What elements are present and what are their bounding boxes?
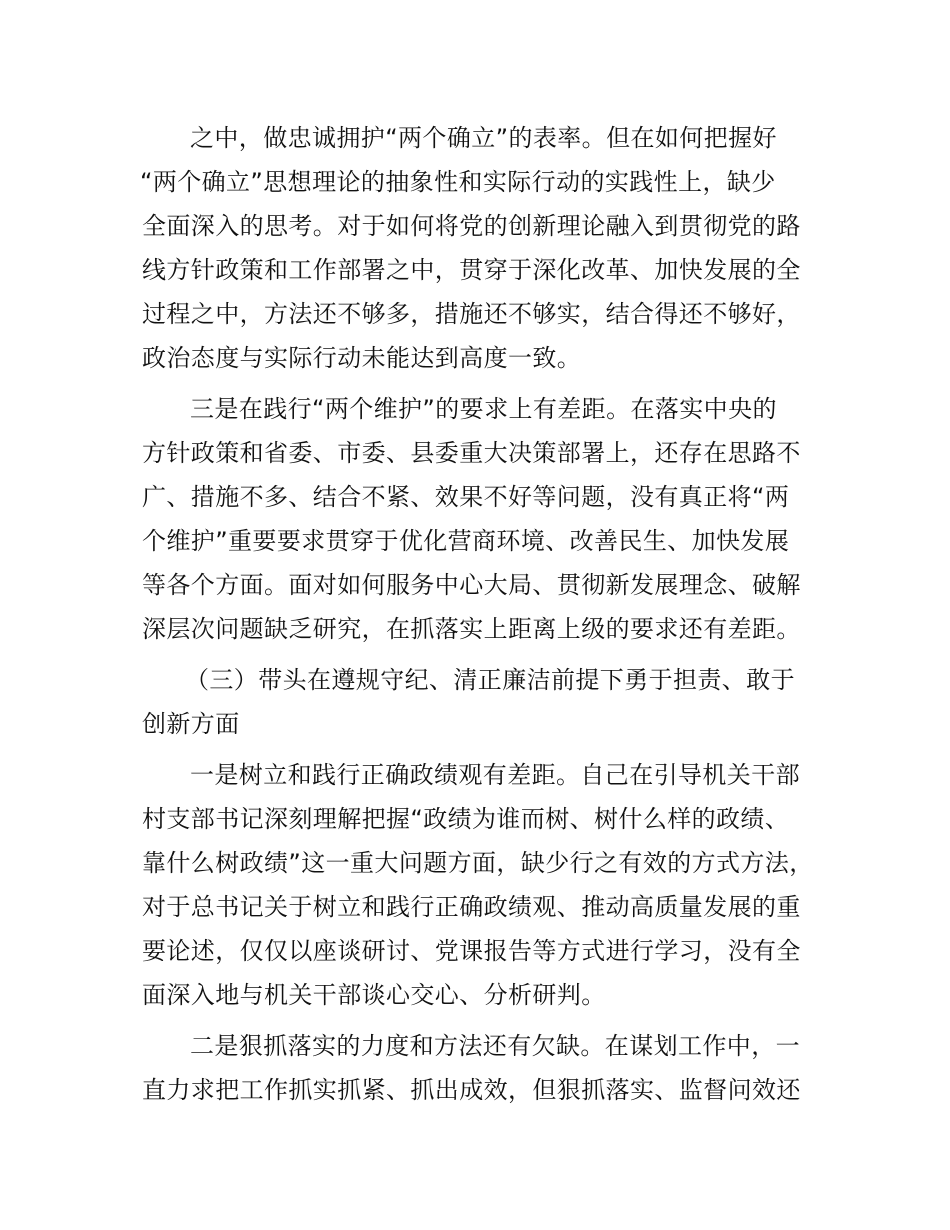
section-heading: 创新方面 — [142, 710, 240, 738]
text-line: 过程之中，方法还不够多，措施还不够实，结合得还不够好， — [142, 300, 801, 328]
text-line: 全面深入的思考。对于如何将党的创新理论融入到贯彻党的路 — [142, 212, 801, 240]
text-line: 对于总书记关于树立和践行正确政绩观、推动高质量发展的重 — [142, 893, 801, 921]
text-line: 之中，做忠诚拥护“两个确立”的表率。但在如何把握好 — [190, 124, 777, 152]
text-line: 方针政策和省委、市委、县委重大决策部署上，还存在思路不 — [142, 439, 801, 467]
text-line: “两个确立”思想理论的抽象性和实际行动的实践性上，缺少 — [140, 168, 776, 196]
text-line: 村支部书记深刻理解把握“政绩为谁而树、树什么样的政绩、 — [142, 805, 790, 833]
text-line: 个维护”重要要求贯穿于优化营商环境、改善民生、加快发展 — [142, 527, 790, 555]
text-line: 线方针政策和工作部署之中，贯穿于深化改革、加快发展的全 — [142, 256, 801, 284]
text-line: 政治态度与实际行动未能达到高度一致。 — [142, 344, 582, 372]
text-line: 要论述，仅仅以座谈研讨、党课报告等方式进行学习，没有全 — [142, 937, 801, 965]
text-line: 二是狠抓落实的力度和方法还有欠缺。在谋划工作中，一 — [190, 1032, 800, 1060]
text-line: 等各个方面。面对如何服务中心大局、贯彻新发展理念、破解 — [142, 571, 801, 599]
text-line: 三是在践行“两个维护”的要求上有差距。在落实中央的 — [190, 395, 777, 423]
text-line: 面深入地与机关干部谈心交心、分析研判。 — [142, 981, 606, 1009]
text-line: 广、措施不多、结合不紧、效果不好等问题，没有真正将“两 — [142, 483, 790, 511]
text-line: 一是树立和践行正确政绩观有差距。自己在引导机关干部 — [190, 761, 800, 789]
text-line: 深层次问题缺乏研究，在抓落实上距离上级的要求还有差距。 — [142, 615, 801, 643]
text-line: 直力求把工作抓实抓紧、抓出成效，但狠抓落实、监督问效还 — [142, 1076, 801, 1104]
text-line: 靠什么树政绩”这一重大问题方面，缺少行之有效的方式方法， — [142, 849, 814, 877]
section-heading: （三）带头在遵规守纪、清正廉洁前提下勇于担责、敢于 — [185, 666, 795, 694]
